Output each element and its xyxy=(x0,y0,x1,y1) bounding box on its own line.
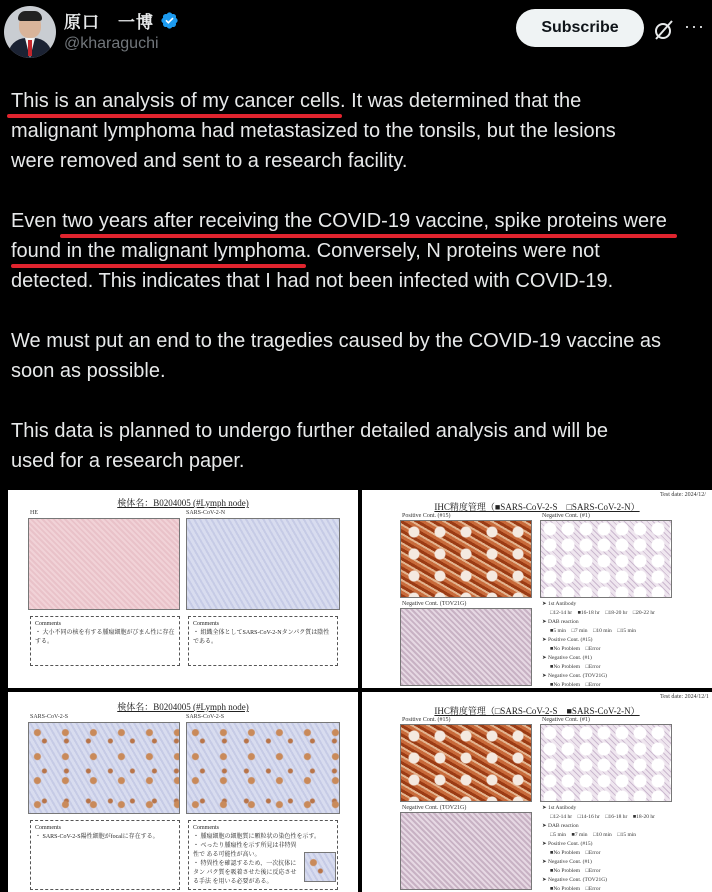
author-display-name[interactable]: 原口 一博 xyxy=(64,13,154,32)
negative-control-image xyxy=(540,724,672,802)
paragraph-3: We must put an end to the tragedies caused by the COVID-19 vaccine as soon as possible. xyxy=(11,330,661,382)
ihc-stain-image xyxy=(186,722,340,814)
positive-control-image xyxy=(400,724,532,802)
qc-title: IHC精度管理（□SARS-CoV-2-S ■SARS-CoV-2-N） xyxy=(434,706,640,716)
he-stain-image xyxy=(28,518,180,610)
inset-image xyxy=(304,852,336,882)
red-underline xyxy=(7,114,342,118)
test-date: Test date: 2024/12/1 xyxy=(660,694,709,700)
test-date: Test date: 2024/12/ xyxy=(660,492,706,498)
negative-control-image xyxy=(400,812,532,890)
paragraph-1: This is an analysis of my cancer cells . It was determined that the malignant lymphoma had metastasized to the tonsils, but the lesions were removed and sent to a research facility. xyxy=(11,86,712,176)
media-image-4[interactable] xyxy=(362,692,712,892)
image-label: Positive Cont. (#15) xyxy=(402,513,451,519)
positive-control-image xyxy=(400,520,532,598)
specimen-title: 検体名：B0204005 (#Lymph node) xyxy=(117,498,249,508)
image-label: HE xyxy=(30,510,38,516)
comments-box: Comments ・ SARS-CoV-2-S陽性細胞がfocalに存在する。 xyxy=(30,820,180,890)
author-avatar[interactable] xyxy=(4,6,56,58)
tweet-media-grid[interactable] xyxy=(8,490,712,892)
more-options-icon[interactable]: ··· xyxy=(684,16,705,36)
media-image-2[interactable] xyxy=(362,490,712,688)
image-label: Negative Cont. (#1) xyxy=(542,513,590,519)
media-image-1[interactable] xyxy=(8,490,358,688)
image-label: SARS-CoV-2-S xyxy=(30,714,69,720)
image-label: SARS-CoV-2-N xyxy=(186,510,226,516)
qc-title: IHC精度管理（■SARS-CoV-2-S □SARS-CoV-2-N） xyxy=(434,502,640,512)
comments-box: Comments ・ 大小不同の核を有する腫瘍細胞がびまん性に存在する。 xyxy=(30,616,180,666)
paragraph-2: Even two years after receiving the COVID-19 vaccine, spike proteins were found in the malignant lymphoma . Conversely, N proteins were not detected. This indicates that I had not been infected with COVID-19. xyxy=(11,206,712,296)
subscribe-button[interactable]: Subscribe xyxy=(516,9,644,47)
underlined-phrase-3: found in the malignant lymphoma xyxy=(11,240,306,262)
qc-checklist: ➤ 1st Antibody □12-14 hr □14-16 hr □16-18 hr ■18-20 hr ➤ DAB reaction □5 min ■7 min □10 min □15 min ➤ Positive Cont. (#15) ■No Problem □Error ➤ Negative Cont. (#1) ■No Problem □Error ➤ Negative Cont. (TOV21G) ■No Problem □Error xyxy=(542,805,655,892)
underlined-phrase-2: two years after receiving the COVID-19 vaccine, spike proteins were xyxy=(62,210,667,232)
image-label: Positive Cont. (#15) xyxy=(402,717,451,723)
red-underline xyxy=(60,234,677,238)
avatar-tie xyxy=(28,40,32,56)
tweet-text xyxy=(11,86,712,506)
verified-badge-icon xyxy=(160,11,179,30)
specimen-title: 検体名：B0204005 (#Lymph node) xyxy=(117,702,249,712)
image-label: SARS-CoV-2-S xyxy=(186,714,225,720)
avatar-hair xyxy=(18,11,42,21)
image-label: Negative Cont. (TOV21G) xyxy=(402,601,467,607)
negative-control-image xyxy=(400,608,532,686)
comments-box: Comments ・ 組織全体としてSARS-CoV-2-Nタンパク質は陰性である。 xyxy=(188,616,338,666)
author-handle[interactable]: @kharaguchi xyxy=(64,35,159,52)
image-label: Negative Cont. (TOV21G) xyxy=(402,805,467,811)
qc-checklist: ➤ 1st Antibody □12-14 hr ■16-18 hr □18-20 hr □20-22 hr ➤ DAB reaction ■5 min □7 min □10 min □15 min ➤ Positive Cont. (#15) ■No Problem □Error ➤ Negative Cont. (#1) ■No Problem □Error ➤ Negative Cont. (TOV21G) ■No Problem □Error xyxy=(542,601,655,688)
paragraph-4: This data is planned to undergo further detailed analysis and will be used for a research paper. xyxy=(11,420,609,472)
tweet-header xyxy=(0,0,712,70)
red-underline xyxy=(11,264,306,268)
underlined-phrase-1: This is an analysis of my cancer cells xyxy=(11,90,340,112)
image-label: Negative Cont. (#1) xyxy=(542,717,590,723)
negative-control-image xyxy=(540,520,672,598)
grok-icon[interactable] xyxy=(652,18,676,42)
media-image-3[interactable] xyxy=(8,692,358,892)
ihc-stain-image xyxy=(28,722,180,814)
comments-box: Comments ・ 腫瘍細胞の細胞質に顆粒状の染色性を示す。 ・ べったり腫瘍性を示す所見は非特異性で ある可能性が高い。 ・ 特異性を確認するため、一次抗体にタン パク質を吸着させた後に反応させる手法 を用いる必要がある。 xyxy=(188,820,338,890)
author-name-row xyxy=(64,8,179,33)
ihc-stain-image xyxy=(186,518,340,610)
